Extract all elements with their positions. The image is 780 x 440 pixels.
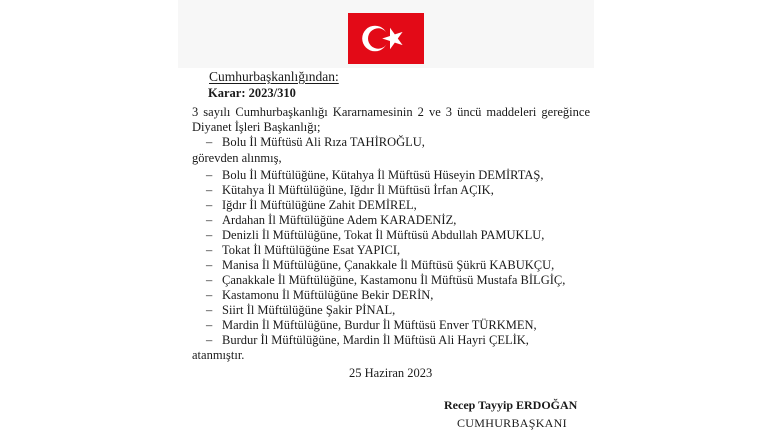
appointment-text: Ardahan İl Müftülüğüne Adem KARADENİZ,: [222, 213, 457, 227]
list-dash: –: [206, 228, 213, 242]
signatory-name: Recep Tayyip ERDOĞAN: [444, 398, 578, 412]
decision-number: Karar: 2023/310: [208, 86, 296, 100]
list-dash: –: [206, 243, 213, 257]
list-item: [206, 213, 457, 228]
list-dash: –: [206, 168, 213, 182]
list-dash: –: [206, 288, 213, 302]
list-item: [206, 183, 494, 198]
appointment-text: Kütahya İl Müftülüğüne, Iğdır İl Müftüsü İrfan AÇIK,: [222, 183, 494, 197]
list-dash: –: [206, 198, 213, 212]
appointment-text: Iğdır İl Müftülüğüne Zahit DEMİREL,: [222, 198, 417, 212]
list-item: [206, 318, 537, 333]
appointment-text: Mardin İl Müftülüğüne, Burdur İl Müftüsü Enver TÜRKMEN,: [222, 318, 537, 332]
appointment-text: Çanakkale İl Müftülüğüne, Kastamonu İl Müftüsü Mustafa BİLGİÇ,: [222, 273, 566, 287]
list-item: [206, 258, 555, 273]
list-item: [206, 168, 544, 183]
list-dash: –: [206, 258, 213, 272]
list-item: [206, 333, 529, 348]
appointment-text: Siirt İl Müftülüğüne Şakir PİNAL,: [222, 303, 396, 317]
appointment-text: Manisa İl Müftülüğüne, Çanakkale İl Müftüsü Şükrü KABUKÇU,: [222, 258, 555, 272]
appointment-text: Denizli İl Müftülüğüne, Tokat İl Müftüsü Abdullah PAMUKLU,: [222, 228, 545, 242]
list-dash: –: [206, 333, 213, 347]
list-dash: –: [206, 318, 213, 332]
list-item: [206, 288, 434, 303]
decree-date: 25 Haziran 2023: [349, 366, 433, 380]
appointed-status: atanmıştır.: [192, 348, 245, 362]
signatory-title: CUMHURBAŞKANI: [457, 416, 567, 430]
appointment-text: Tokat İl Müftülüğüne Esat YAPICI,: [222, 243, 401, 257]
list-dash: –: [206, 303, 213, 317]
turkish-flag-icon: [348, 13, 424, 64]
list-dash: –: [206, 213, 213, 227]
list-dash: –: [206, 273, 213, 287]
appointment-text: Bolu İl Müftülüğüne, Kütahya İl Müftüsü Hüseyin DEMİRTAŞ,: [222, 168, 544, 182]
list-item: [206, 228, 545, 243]
list-item: [206, 243, 401, 258]
list-dash: –: [206, 183, 213, 197]
removed-official: [206, 135, 425, 150]
list-item: [206, 273, 566, 288]
list-dash: –: [206, 135, 213, 149]
intro-paragraph: 3 sayılı Cumhurbaşkanlığı Kararnamesinin 2 ve 3 üncü maddeleri gereğince Diyanet İşleri Başkanlığı;: [192, 105, 590, 134]
list-item: [206, 303, 396, 318]
removed-official-text: Bolu İl Müftüsü Ali Rıza TAHİROĞLU,: [222, 135, 425, 149]
authority-heading: Cumhurbaşkanlığından:: [209, 69, 339, 84]
appointment-text: Burdur İl Müftülüğüne, Mardin İl Müftüsü Ali Hayri ÇELİK,: [222, 333, 529, 347]
removed-status: görevden alınmış,: [192, 151, 282, 165]
appointment-text: Kastamonu İl Müftülüğüne Bekir DERİN,: [222, 288, 434, 302]
list-item: [206, 198, 417, 213]
